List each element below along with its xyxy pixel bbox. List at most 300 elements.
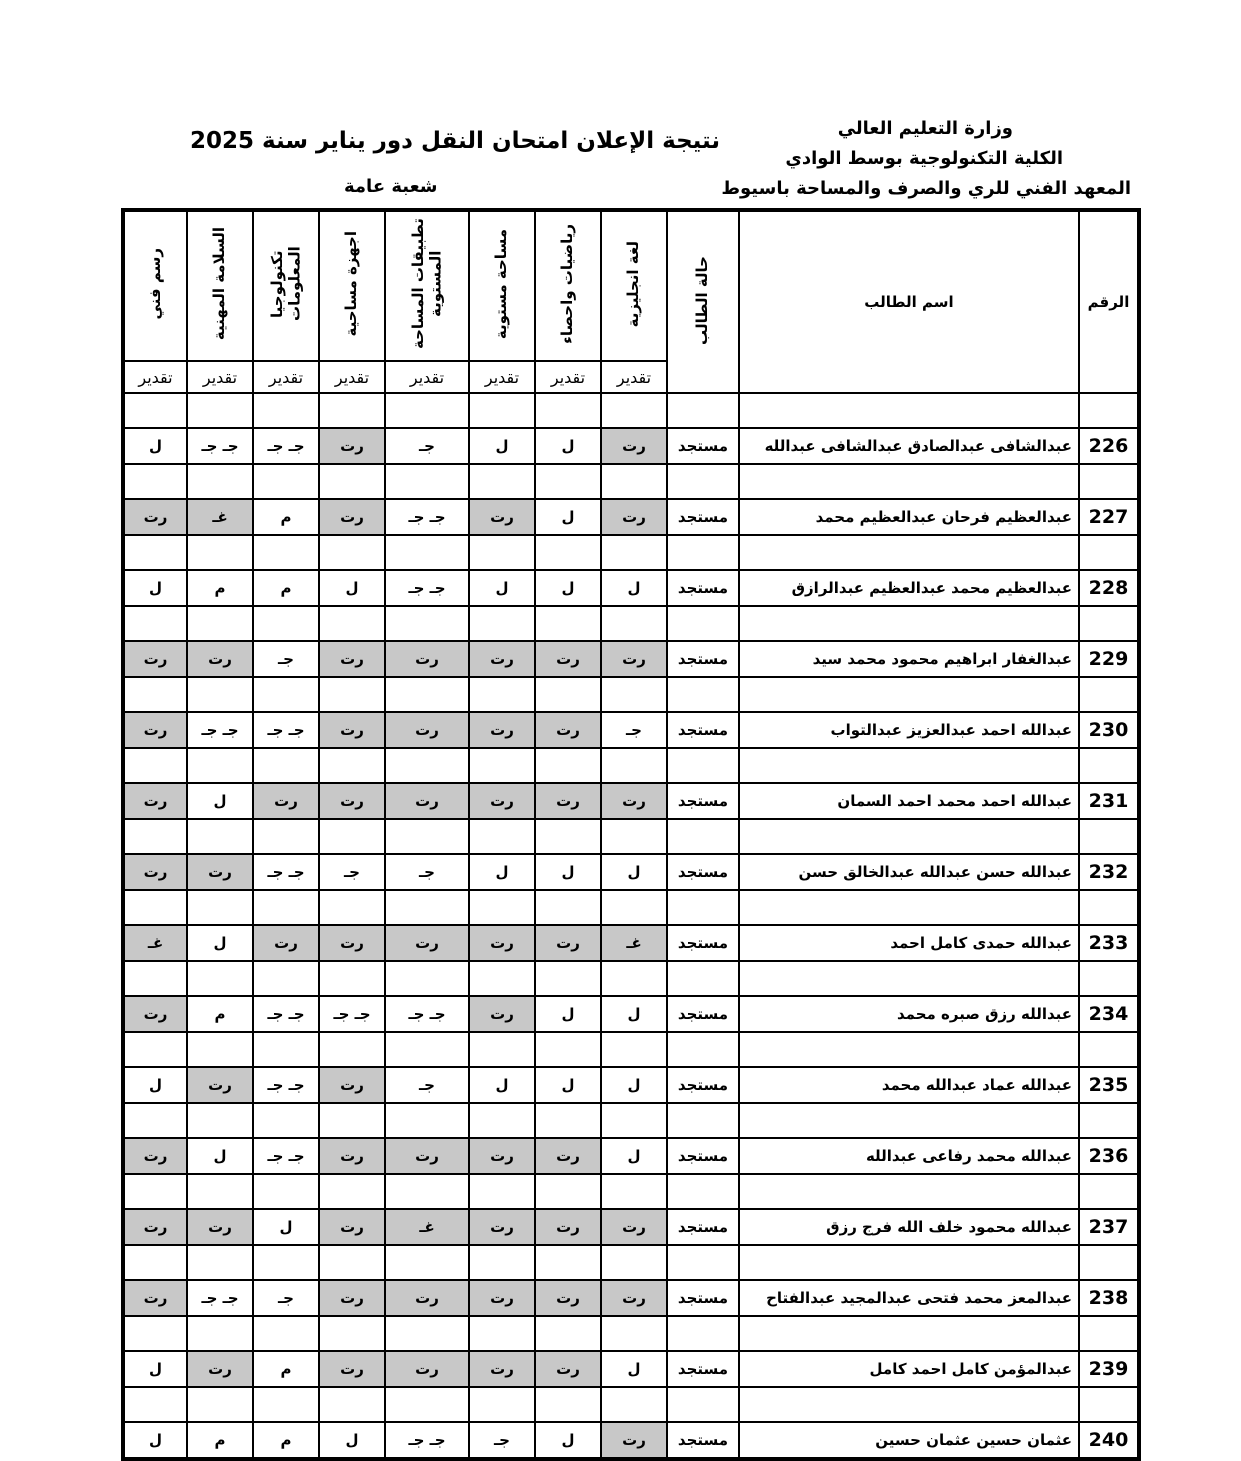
- empty-cell: [667, 393, 739, 428]
- empty-cell: [667, 748, 739, 783]
- grade-cell: رت: [535, 1138, 601, 1174]
- grade-cell: رت: [469, 1209, 535, 1245]
- empty-cell: [187, 1245, 253, 1280]
- empty-cell: [667, 961, 739, 996]
- empty-cell: [601, 890, 667, 925]
- grade-cell: رت: [601, 428, 667, 464]
- empty-cell: [667, 606, 739, 641]
- student-name: عبدالله عماد عبدالله محمد: [739, 1067, 1079, 1103]
- table-row: [123, 925, 1139, 961]
- grade-cell: ل: [601, 996, 667, 1032]
- grade-cell: جـ جـ: [385, 996, 469, 1032]
- grade-cell: ل: [601, 1138, 667, 1174]
- empty-cell: [535, 393, 601, 428]
- empty-cell: [187, 1174, 253, 1209]
- spacer-row: [123, 890, 1139, 925]
- empty-cell: [601, 464, 667, 499]
- student-name: عبدالله محمد رفاعى عبدالله: [739, 1138, 1079, 1174]
- grade-cell: ل: [601, 854, 667, 890]
- subject-label: السلامة المهنية: [210, 227, 229, 341]
- grade-subheader: تقدير: [319, 361, 385, 393]
- grade-cell: جـ جـ: [187, 428, 253, 464]
- empty-cell: [123, 606, 187, 641]
- empty-cell: [187, 890, 253, 925]
- grade-cell: رت: [319, 1138, 385, 1174]
- student-status: مستجد: [667, 1138, 739, 1174]
- student-number: 232: [1079, 854, 1139, 890]
- empty-cell: [187, 748, 253, 783]
- table-row: [123, 996, 1139, 1032]
- empty-cell: [739, 1032, 1079, 1067]
- empty-cell: [385, 961, 469, 996]
- empty-cell: [535, 748, 601, 783]
- empty-cell: [535, 819, 601, 854]
- empty-cell: [123, 1387, 187, 1422]
- subject-label: اجهزة مساحية: [342, 231, 361, 337]
- empty-cell: [385, 1387, 469, 1422]
- grade-cell: ل: [535, 428, 601, 464]
- student-name: عبدالشافى عبدالصادق عبدالشافى عبدالله: [739, 428, 1079, 464]
- grade-cell: رت: [253, 925, 319, 961]
- grade-cell: جـ: [253, 641, 319, 677]
- grade-cell: جـ جـ: [187, 1280, 253, 1316]
- grade-cell: جـ: [469, 1422, 535, 1459]
- grade-cell: رت: [385, 1138, 469, 1174]
- empty-cell: [1079, 393, 1139, 428]
- student-number: 228: [1079, 570, 1139, 606]
- empty-cell: [739, 1387, 1079, 1422]
- grade-cell: م: [187, 570, 253, 606]
- grade-cell: م: [253, 1422, 319, 1459]
- empty-cell: [601, 1387, 667, 1422]
- grade-cell: جـ: [253, 1280, 319, 1316]
- empty-cell: [385, 1032, 469, 1067]
- grade-cell: غـ: [601, 925, 667, 961]
- empty-cell: [469, 819, 535, 854]
- empty-cell: [535, 677, 601, 712]
- grade-cell: رت: [469, 1351, 535, 1387]
- grade-cell: ل: [187, 1138, 253, 1174]
- student-status: مستجد: [667, 1351, 739, 1387]
- empty-cell: [253, 1387, 319, 1422]
- grade-cell: جـ جـ: [385, 499, 469, 535]
- grade-cell: رت: [469, 1280, 535, 1316]
- empty-cell: [739, 464, 1079, 499]
- empty-cell: [469, 535, 535, 570]
- grade-cell: م: [187, 996, 253, 1032]
- empty-cell: [385, 890, 469, 925]
- student-name: عبدالله احمد عبدالعزيز عبدالتواب: [739, 712, 1079, 748]
- empty-cell: [123, 1103, 187, 1138]
- grade-cell: م: [253, 1351, 319, 1387]
- grade-subheader: تقدير: [187, 361, 253, 393]
- grade-cell: رت: [385, 712, 469, 748]
- empty-cell: [253, 1174, 319, 1209]
- subject-label: مساحة مستوية: [492, 228, 511, 340]
- empty-cell: [1079, 677, 1139, 712]
- empty-cell: [535, 1174, 601, 1209]
- empty-cell: [667, 890, 739, 925]
- grade-cell: جـ جـ: [253, 854, 319, 890]
- student-name: عبدالله محمود خلف الله فرج رزق: [739, 1209, 1079, 1245]
- grade-subheader: تقدير: [535, 361, 601, 393]
- empty-cell: [739, 961, 1079, 996]
- empty-cell: [739, 890, 1079, 925]
- student-number: 236: [1079, 1138, 1139, 1174]
- empty-cell: [1079, 535, 1139, 570]
- grade-cell: رت: [123, 641, 187, 677]
- grade-cell: رت: [601, 499, 667, 535]
- empty-cell: [123, 1174, 187, 1209]
- grade-cell: ل: [319, 1422, 385, 1459]
- empty-cell: [601, 1316, 667, 1351]
- student-name: عبدالغفار ابراهيم محمود محمد سيد: [739, 641, 1079, 677]
- column-header-subject: [187, 210, 253, 361]
- empty-cell: [253, 890, 319, 925]
- empty-cell: [319, 1245, 385, 1280]
- grade-cell: رت: [385, 783, 469, 819]
- empty-cell: [535, 535, 601, 570]
- grade-cell: ل: [187, 925, 253, 961]
- table-row: [123, 1067, 1139, 1103]
- student-name: عبدالله حسن عبدالله عبدالخالق حسن: [739, 854, 1079, 890]
- empty-cell: [469, 1316, 535, 1351]
- grade-cell: رت: [319, 1209, 385, 1245]
- empty-cell: [385, 1103, 469, 1138]
- empty-cell: [123, 819, 187, 854]
- spacer-row: [123, 1174, 1139, 1209]
- empty-cell: [739, 1316, 1079, 1351]
- empty-cell: [535, 1245, 601, 1280]
- grade-cell: جـ: [601, 712, 667, 748]
- grade-cell: رت: [319, 1351, 385, 1387]
- column-header-subject: [123, 210, 187, 361]
- student-status: مستجد: [667, 996, 739, 1032]
- subject-label: رسم فني: [145, 248, 164, 320]
- grade-cell: ل: [601, 570, 667, 606]
- grade-cell: رت: [319, 428, 385, 464]
- grade-cell: ل: [123, 428, 187, 464]
- empty-cell: [1079, 1387, 1139, 1422]
- grade-cell: غـ: [385, 1209, 469, 1245]
- grade-cell: ل: [187, 783, 253, 819]
- student-number: 226: [1079, 428, 1139, 464]
- table-row: [123, 783, 1139, 819]
- empty-cell: [187, 1387, 253, 1422]
- student-number: 230: [1079, 712, 1139, 748]
- empty-cell: [469, 464, 535, 499]
- grade-cell: رت: [187, 854, 253, 890]
- grade-cell: غـ: [123, 925, 187, 961]
- spacer-row: [123, 748, 1139, 783]
- grade-subheader: تقدير: [253, 361, 319, 393]
- empty-cell: [187, 1032, 253, 1067]
- empty-cell: [253, 677, 319, 712]
- grade-cell: جـ: [319, 854, 385, 890]
- ministry-heading: وزارة التعليم العالي: [837, 118, 1013, 139]
- empty-cell: [187, 535, 253, 570]
- empty-cell: [667, 677, 739, 712]
- empty-cell: [535, 1316, 601, 1351]
- empty-cell: [253, 393, 319, 428]
- empty-cell: [1079, 464, 1139, 499]
- grade-cell: رت: [253, 783, 319, 819]
- empty-cell: [1079, 1103, 1139, 1138]
- spacer-row: [123, 464, 1139, 499]
- table-row: [123, 1280, 1139, 1316]
- empty-cell: [601, 1032, 667, 1067]
- student-number: 237: [1079, 1209, 1139, 1245]
- grade-cell: ل: [601, 1351, 667, 1387]
- empty-cell: [1079, 1245, 1139, 1280]
- empty-cell: [601, 1174, 667, 1209]
- grade-cell: ل: [469, 570, 535, 606]
- grade-cell: رت: [123, 499, 187, 535]
- student-name: عبدالله احمد محمد احمد السمان: [739, 783, 1079, 819]
- empty-cell: [1079, 1174, 1139, 1209]
- student-status: مستجد: [667, 925, 739, 961]
- grade-cell: رت: [601, 641, 667, 677]
- grade-cell: ل: [535, 570, 601, 606]
- grade-cell: رت: [123, 712, 187, 748]
- student-number: 227: [1079, 499, 1139, 535]
- empty-cell: [385, 535, 469, 570]
- grade-cell: رت: [123, 1138, 187, 1174]
- student-number: 231: [1079, 783, 1139, 819]
- empty-cell: [187, 1316, 253, 1351]
- table-row: [123, 570, 1139, 606]
- empty-cell: [385, 819, 469, 854]
- column-header-subject: [535, 210, 601, 361]
- grade-cell: جـ جـ: [253, 996, 319, 1032]
- empty-cell: [123, 1316, 187, 1351]
- empty-cell: [739, 606, 1079, 641]
- grade-cell: جـ: [385, 428, 469, 464]
- empty-cell: [667, 1387, 739, 1422]
- empty-cell: [1079, 1316, 1139, 1351]
- grade-cell: رت: [187, 641, 253, 677]
- table-row: [123, 641, 1139, 677]
- column-header-status: [667, 210, 739, 393]
- empty-cell: [187, 1103, 253, 1138]
- grade-cell: رت: [319, 1067, 385, 1103]
- table-row: [123, 1422, 1139, 1459]
- results-body: [123, 393, 1139, 1459]
- table-row: [123, 1209, 1139, 1245]
- grade-cell: رت: [385, 925, 469, 961]
- grade-cell: رت: [535, 1351, 601, 1387]
- grade-cell: رت: [187, 1351, 253, 1387]
- empty-cell: [319, 961, 385, 996]
- student-number: 239: [1079, 1351, 1139, 1387]
- spacer-row: [123, 1032, 1139, 1067]
- empty-cell: [739, 1245, 1079, 1280]
- empty-cell: [667, 1103, 739, 1138]
- student-name: عثمان حسين عثمان حسين: [739, 1422, 1079, 1459]
- empty-cell: [319, 1032, 385, 1067]
- student-status: مستجد: [667, 1209, 739, 1245]
- student-status: مستجد: [667, 854, 739, 890]
- grade-cell: رت: [123, 996, 187, 1032]
- grade-cell: جـ جـ: [385, 1422, 469, 1459]
- grade-cell: رت: [123, 854, 187, 890]
- empty-cell: [319, 393, 385, 428]
- grade-cell: ل: [469, 1067, 535, 1103]
- grade-subheader: تقدير: [385, 361, 469, 393]
- student-name: عبدالله رزق صبره محمد: [739, 996, 1079, 1032]
- empty-cell: [253, 535, 319, 570]
- spacer-row: [123, 819, 1139, 854]
- empty-cell: [253, 1103, 319, 1138]
- empty-cell: [739, 819, 1079, 854]
- grade-cell: غـ: [187, 499, 253, 535]
- spacer-row: [123, 1387, 1139, 1422]
- empty-cell: [469, 1387, 535, 1422]
- empty-cell: [469, 1245, 535, 1280]
- empty-cell: [667, 464, 739, 499]
- empty-cell: [319, 1103, 385, 1138]
- grade-cell: جـ جـ: [253, 1067, 319, 1103]
- grade-cell: ل: [535, 499, 601, 535]
- student-status: مستجد: [667, 428, 739, 464]
- empty-cell: [385, 1245, 469, 1280]
- column-header-subject: [253, 210, 319, 361]
- empty-cell: [535, 1032, 601, 1067]
- grade-cell: جـ جـ: [253, 428, 319, 464]
- empty-cell: [739, 1174, 1079, 1209]
- student-status: مستجد: [667, 499, 739, 535]
- spacer-row: [123, 1103, 1139, 1138]
- grade-cell: رت: [187, 1209, 253, 1245]
- empty-cell: [1079, 890, 1139, 925]
- grade-cell: رت: [319, 499, 385, 535]
- empty-cell: [601, 535, 667, 570]
- student-name: عبدالمعز محمد فتحى عبدالمجيد عبدالفتاح: [739, 1280, 1079, 1316]
- empty-cell: [187, 606, 253, 641]
- grade-cell: جـ جـ: [319, 996, 385, 1032]
- student-name: عبدالله حمدى كامل احمد: [739, 925, 1079, 961]
- grade-cell: جـ: [385, 854, 469, 890]
- student-number: 233: [1079, 925, 1139, 961]
- spacer-row: [123, 677, 1139, 712]
- empty-cell: [601, 819, 667, 854]
- student-number: 229: [1079, 641, 1139, 677]
- empty-cell: [601, 677, 667, 712]
- spacer-row: [123, 606, 1139, 641]
- empty-cell: [253, 606, 319, 641]
- student-status: مستجد: [667, 712, 739, 748]
- grade-cell: رت: [469, 925, 535, 961]
- empty-cell: [667, 1316, 739, 1351]
- empty-cell: [319, 535, 385, 570]
- empty-cell: [123, 535, 187, 570]
- grade-cell: جـ جـ: [385, 570, 469, 606]
- empty-cell: [123, 1245, 187, 1280]
- empty-cell: [123, 677, 187, 712]
- empty-cell: [123, 748, 187, 783]
- student-status: مستجد: [667, 1280, 739, 1316]
- grade-cell: ل: [123, 1422, 187, 1459]
- empty-cell: [601, 748, 667, 783]
- grade-cell: رت: [469, 499, 535, 535]
- grade-cell: رت: [319, 783, 385, 819]
- grade-cell: ل: [535, 1422, 601, 1459]
- empty-cell: [739, 393, 1079, 428]
- grade-cell: رت: [319, 925, 385, 961]
- grade-cell: م: [253, 570, 319, 606]
- empty-cell: [535, 606, 601, 641]
- grade-cell: رت: [535, 712, 601, 748]
- grade-cell: رت: [535, 925, 601, 961]
- empty-cell: [123, 890, 187, 925]
- grade-cell: رت: [123, 1209, 187, 1245]
- grade-cell: ل: [535, 854, 601, 890]
- grade-cell: جـ: [385, 1067, 469, 1103]
- empty-cell: [601, 393, 667, 428]
- spacer-row: [123, 535, 1139, 570]
- empty-cell: [469, 393, 535, 428]
- student-name: عبدالمؤمن كامل احمد كامل: [739, 1351, 1079, 1387]
- column-header-subject: [601, 210, 667, 361]
- empty-cell: [601, 1245, 667, 1280]
- status-header-label: حالة الطالب: [693, 255, 712, 345]
- empty-cell: [535, 890, 601, 925]
- empty-cell: [253, 819, 319, 854]
- empty-cell: [253, 464, 319, 499]
- empty-cell: [667, 535, 739, 570]
- empty-cell: [123, 1032, 187, 1067]
- grade-cell: ل: [535, 996, 601, 1032]
- grade-cell: رت: [601, 783, 667, 819]
- table-row: [123, 1138, 1139, 1174]
- results-table: [121, 208, 1141, 1461]
- grade-cell: رت: [123, 783, 187, 819]
- empty-cell: [535, 464, 601, 499]
- empty-cell: [469, 748, 535, 783]
- column-header-subject: [469, 210, 535, 361]
- grade-cell: رت: [469, 996, 535, 1032]
- empty-cell: [601, 1103, 667, 1138]
- subject-label: تطبيقات المساحة المستوية: [408, 218, 444, 350]
- empty-cell: [1079, 748, 1139, 783]
- student-number: 238: [1079, 1280, 1139, 1316]
- grade-cell: رت: [601, 1280, 667, 1316]
- empty-cell: [535, 961, 601, 996]
- student-status: مستجد: [667, 641, 739, 677]
- empty-cell: [385, 1316, 469, 1351]
- table-row: [123, 1351, 1139, 1387]
- grade-cell: ل: [253, 1209, 319, 1245]
- empty-cell: [1079, 819, 1139, 854]
- empty-cell: [385, 1174, 469, 1209]
- grade-subheader: تقدير: [601, 361, 667, 393]
- table-row: [123, 428, 1139, 464]
- grade-cell: رت: [469, 783, 535, 819]
- spacer-row: [123, 1316, 1139, 1351]
- grade-cell: ل: [601, 1067, 667, 1103]
- empty-cell: [385, 393, 469, 428]
- grade-cell: رت: [601, 1209, 667, 1245]
- institute-heading: المعهد الفني للري والصرف والمساحة باسيوط: [721, 178, 1131, 199]
- empty-cell: [667, 1245, 739, 1280]
- grade-cell: ل: [535, 1067, 601, 1103]
- empty-cell: [469, 961, 535, 996]
- empty-cell: [187, 464, 253, 499]
- empty-cell: [187, 677, 253, 712]
- grade-cell: رت: [535, 1209, 601, 1245]
- spacer-row: [123, 1245, 1139, 1280]
- grade-cell: ل: [123, 1067, 187, 1103]
